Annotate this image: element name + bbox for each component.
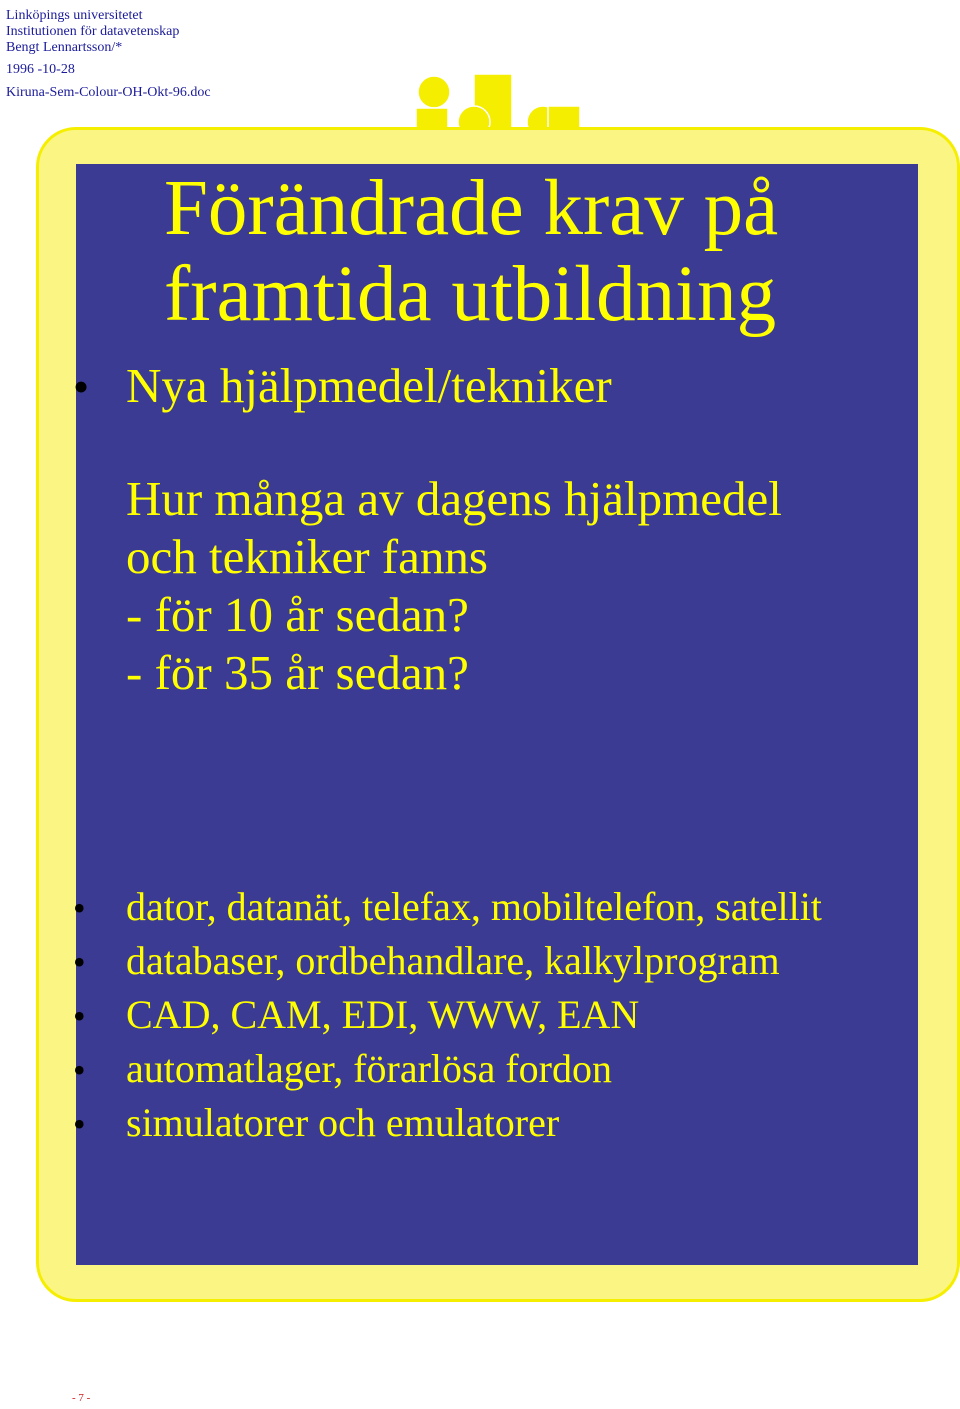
bullet-icon: •: [73, 1104, 86, 1144]
document-date: 1996 -10-28: [6, 62, 75, 77]
tool-list: [73, 880, 918, 1150]
question-block: [126, 470, 782, 702]
list-item-text: automatlager, förarlösa fordon: [126, 1046, 612, 1091]
list-item-text: dator, datanät, telefax, mobiltelefon, satellit: [126, 884, 822, 929]
question-line: och tekniker fanns: [126, 529, 488, 584]
bullet-icon: •: [73, 888, 86, 928]
slide-panel: [73, 164, 918, 1265]
bullet-icon: •: [73, 361, 90, 412]
list-item: [73, 934, 918, 988]
list-item-text: simulatorer och emulatorer: [126, 1100, 560, 1145]
title-line-1: Förändrade krav på: [164, 165, 779, 252]
question-line: - för 35 år sedan?: [126, 645, 469, 700]
author-name: Bengt Lennartsson/*: [6, 40, 123, 55]
list-item: [73, 988, 918, 1042]
university-name: Linköpings universitetet: [6, 8, 143, 23]
list-item-text: CAD, CAM, EDI, WWW, EAN: [126, 992, 640, 1037]
question-line: Hur många av dagens hjälpmedel: [126, 471, 782, 526]
list-item: [73, 1042, 918, 1096]
list-item-text: databaser, ordbehandlare, kalkylprogram: [126, 938, 780, 983]
main-bullet-text: Nya hjälpmedel/tekniker: [126, 358, 612, 413]
question-line: - för 10 år sedan?: [126, 587, 469, 642]
document-filename: Kiruna-Sem-Colour-OH-Okt-96.doc: [6, 85, 211, 100]
institution-name: Institutionen för datavetenskap: [6, 24, 180, 39]
title-line-2: framtida utbildning: [164, 251, 777, 338]
bullet-icon: •: [73, 996, 86, 1036]
bullet-icon: •: [73, 1050, 86, 1090]
list-item: [73, 1096, 918, 1150]
page-number: - 7 -: [72, 1392, 91, 1404]
list-item: [73, 880, 918, 934]
bullet-icon: •: [73, 942, 86, 982]
slide-title: [164, 166, 778, 338]
document-header: [6, 8, 211, 101]
